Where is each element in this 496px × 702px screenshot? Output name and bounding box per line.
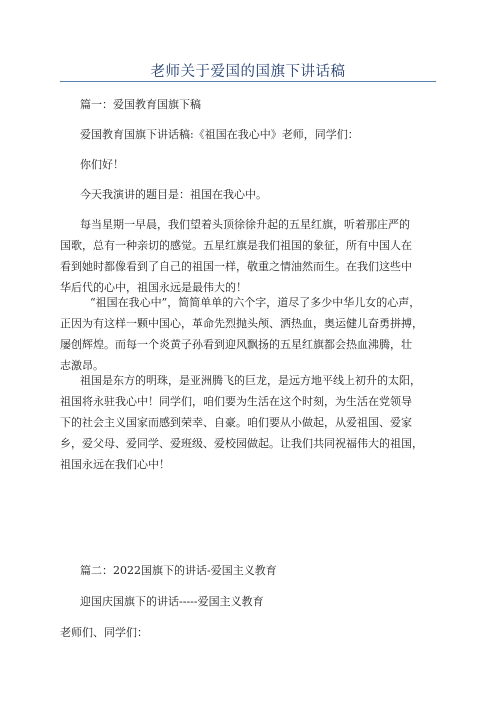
part2-subtitle: 迎国庆国旗下的讲话-----爱国主义教育: [80, 595, 264, 608]
part1-subtitle: 爱国教育国旗下讲话稿:《祖国在我心中》老师，同学们：: [80, 128, 359, 141]
greeting: 你们好！: [80, 158, 124, 171]
paragraph-2: [60, 292, 446, 376]
paragraph-2-line: “祖国在我心中”，简简单单的六个字，道尽了多少中华儿女的心声，: [90, 296, 421, 309]
paragraph-2-line: 正因为有这样一颗中国心，革命先烈抛头颅、洒热血，奥运健儿奋勇拼搏，: [60, 317, 423, 330]
paragraph-1-line: 华后代的心中，祖国永远是最伟大的！: [60, 281, 247, 294]
paragraph-1-line: 国歌，总有一种亲切的感觉。五星红旗是我们祖国的象征，所有中国人在: [60, 239, 412, 252]
title-underline: [60, 81, 436, 82]
paragraph-1-line: 每当星期一早晨，我们望着头顶徐徐升起的五星红旗，听着那庄严的: [80, 218, 410, 231]
document-title: 老师关于爱国的国旗下讲话稿: [150, 64, 346, 80]
paragraph-3-line: 祖国将永驻我心中！同学们，咱们要为生活在这个时刻，为生活在党领导: [60, 395, 412, 408]
paragraph-2-line: 志激昂。: [60, 359, 104, 372]
paragraph-3: [60, 370, 446, 475]
paragraph-3-line: 下的社会主义国家而感到荣幸、自豪。咱们要从小做起，从爱祖国、爱家: [60, 416, 412, 429]
part1-heading: 篇一：爱国教育国旗下稿: [80, 98, 201, 111]
paragraph-3-line: 乡，爱父母、爱同学、爱班级、爱校园做起。让我们共同祝福伟大的祖国，: [60, 437, 423, 450]
speech-topic: 今天我演讲的题目是：祖国在我心中。: [80, 188, 267, 201]
paragraph-1: [60, 214, 446, 298]
paragraph-3-line: 祖国是东方的明珠，是亚洲腾飞的巨龙，是远方地平线上初升的太阳，: [80, 374, 421, 387]
paragraph-1-line: 看到她时都像看到了自己的祖国一样，敬重之情油然而生。在我们这些中: [60, 260, 412, 273]
paragraph-3-line: 祖国永远在我们心中！: [60, 458, 170, 471]
part2-greeting: 老师们、同学们：: [60, 626, 148, 639]
part2-heading: 篇二：2022国旗下的讲话-爱国主义教育: [80, 564, 277, 577]
paragraph-2-line: 屡创辉煌。而每一个炎黄子孙看到迎风飘扬的五星红旗都会热血沸腾，壮: [60, 338, 412, 351]
